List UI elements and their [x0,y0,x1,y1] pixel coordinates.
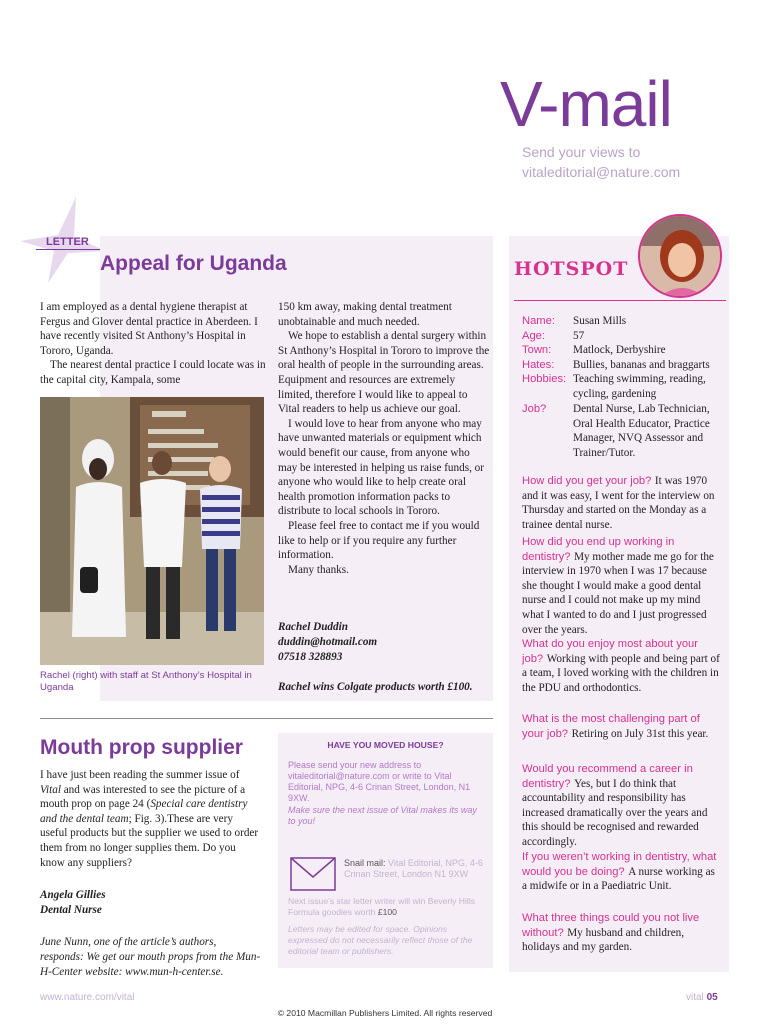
mouth-prop-body-reference: Special care dentistry and the dental team [40,798,248,825]
photo-illustration [40,397,264,665]
qa-item [522,474,720,532]
qa-answer: My husband and children, holidays and my garden. [522,926,685,954]
profile-value: Matlock, Derbyshire [573,344,666,356]
hotspot-portrait [638,214,722,298]
appeal-title: Appeal for Uganda [100,252,287,275]
appeal-paragraph: We hope to establish a dental surgery within St Anthony’s Hospital in Tororo to improve the oral health of people in the surrounding areas. Equipment and resources are extremely limited, therefore I would like to appeal to Vital readers to help us achieve our goal. [278,330,490,416]
footer-page [686,992,718,1003]
mouth-prop-body-part: I have just been reading the summer issue of [40,769,240,781]
profile-value: Susan Mills [573,315,627,327]
qa-answer: Retiring on July 31st this year. [571,727,709,740]
appeal-paragraph: 150 km away, making dental treatment unobtainable and much needed. [278,301,452,328]
appeal-paragraph: The nearest dental practice I could locate was in the capital city, Kampala, some [40,359,266,386]
profile-key: Age: [522,330,546,342]
qa-question: How did you end up working in dentistry? [522,536,675,563]
qa-question: What is the most challenging part of your job? [522,713,700,740]
appeal-signature-phone: 07518 328893 [278,651,343,663]
hotspot-divider [514,300,726,301]
masthead-subtitle-line1: Send your views to [522,144,641,160]
profile-key: Job? [522,403,547,415]
qa-answer: My mother made me go for the interview in 1970 when I was 17 because she thought I would make a good dental nurse and I could not make up my mind what I wanted to do and I just progressed over the years. [522,550,714,636]
profile-value: 57 [573,330,585,342]
appeal-signature-email[interactable]: duddin@hotmail.com [278,636,378,648]
photo-caption: Rachel (right) with staff at St Anthony’s Hospital in Uganda [40,670,252,693]
envelope-icon [290,857,336,891]
section-divider [40,718,493,719]
mouth-prop-response: June Nunn, one of the article’s authors, responds: We get our mouth props from the Mun-H-Center website: www.mun-h-center.se. [40,936,261,978]
appeal-paragraph: Please feel free to contact me if you would like to help or if you require any further information. [278,519,480,562]
masthead-title: V-mail [500,68,672,140]
copyright: © 2010 Macmillan Publishers Limited. All rights reserved [277,1008,493,1018]
appeal-paragraph: I am employed as a dental hygiene therapist at Fergus and Glover dental practice in Aberdeen. I have recently visited St Anthony’s Hospital in Tororo, Uganda. [40,301,258,357]
letter-tag: LETTER [46,236,89,248]
snail-mail-address: Vital Editorial, NPG, 4-6 Crinan Street, London N1 9XW [344,858,483,879]
appeal-signature-name: Rachel Duddin [278,621,348,633]
qa-item [522,762,720,850]
footer-brand: vital [686,992,704,1003]
star-writer-amount: £100 [377,907,397,917]
appeal-paragraph: I would love to hear from anyone who may have unwanted materials or equipment which would benefit our cause, from anyone who may be interested in helping us raise funds, or anyone who would like to help create oral health promotion information packs to distribute to local schools in Tororo. [278,417,484,518]
snail-mail-label: Snail mail: [344,858,386,868]
star-writer-text: Next issue’s star letter writer will win Beverly Hills Formula goodies worth [288,896,476,917]
footer-url[interactable]: www.nature.com/vital [40,992,135,1003]
qa-question: What do you enjoy most about your job? [522,638,698,665]
appeal-column-2 [278,300,490,577]
mouth-prop-signature-name: Angela Gillies [40,889,106,902]
mouth-prop-title: Mouth prop supplier [40,736,243,759]
masthead-email[interactable]: vitaleditorial@nature.com [522,164,681,180]
qa-item [522,850,720,894]
qa-item [522,911,720,955]
editorial-disclaimer: Letters may be edited for space. Opinions expressed do not necessarily reflect those of the editorial team or publishers. [288,924,473,956]
mouth-prop-signature-role: Dental Nurse [40,903,102,916]
qa-question: How did you get your job? [522,475,652,487]
hotspot-title: HOTSPOT [514,258,629,280]
portrait-illustration [640,216,722,298]
profile-key: Name: [522,315,555,327]
qa-question: What three things could you not live without? [522,912,700,939]
profile-key: Hates: [522,359,555,371]
uganda-photo [40,397,264,665]
qa-item [522,535,720,637]
footer-page-number: 05 [706,992,718,1003]
profile-value: Bullies, bananas and braggarts [573,359,710,371]
appeal-paragraph: Many thanks. [288,563,349,576]
profile-value: Teaching swimming, reading, cycling, gardening [573,373,706,400]
qa-answer: It was 1970 and it was easy, I went for the interview on Thursday and started on the Monday as a trainee dental nurse. [522,475,715,531]
mouth-prop-column [40,768,262,979]
qa-item [522,712,720,741]
qa-answer: Working with people and being part of a team, I loved working with the children in the PDU and orthodontics. [522,652,720,694]
star-writer-note [288,896,486,918]
profile-key: Hobbies: [522,373,567,385]
snail-mail [344,858,484,880]
mouth-prop-body [40,768,262,870]
moved-house-title: HAVE YOU MOVED HOUSE? [327,740,444,750]
appeal-prize-note: Rachel wins Colgate products worth £100. [278,681,473,693]
mouth-prop-body-vital: Vital [40,783,61,796]
qa-question: If you weren’t working in dentistry, what would you be doing? [522,851,717,878]
qa-answer: A nurse working as a midwife or in a Paediatric Unit. [522,865,715,893]
profile-value: Dental Nurse, Lab Technician, Oral Health Educator, Practice Manager, NVQ Assessor and Trainer/Tutor. [573,403,710,459]
mouth-prop-body-part: and was interested to see the picture of a mouth prop on page 24 ( [40,783,246,811]
qa-item [522,637,720,695]
mouth-prop-body-part: ; Fig. 3).These are very useful products but the supplier we used to order them from no longer supplies them. Do you know any suppliers? [40,812,259,869]
appeal-column-1 [40,300,272,388]
qa-question: Would you recommend a career in dentistry? [522,763,693,790]
profile-key: Town: [522,344,552,356]
masthead-subtitle [522,142,752,182]
moved-house-note: Make sure the next issue of Vital makes its way to you! [288,805,477,826]
qa-answer: Yes, but I do think that accountability and responsibility has increased dramatically over the years and this should be recognised and rewarded accordingly. [522,777,708,848]
moved-house-body: Please send your new address to vitaleditorial@nature.com or write to Vital Editorial, NPG, 4-6 Crinan Street, London, N1 9XW. [288,760,471,803]
